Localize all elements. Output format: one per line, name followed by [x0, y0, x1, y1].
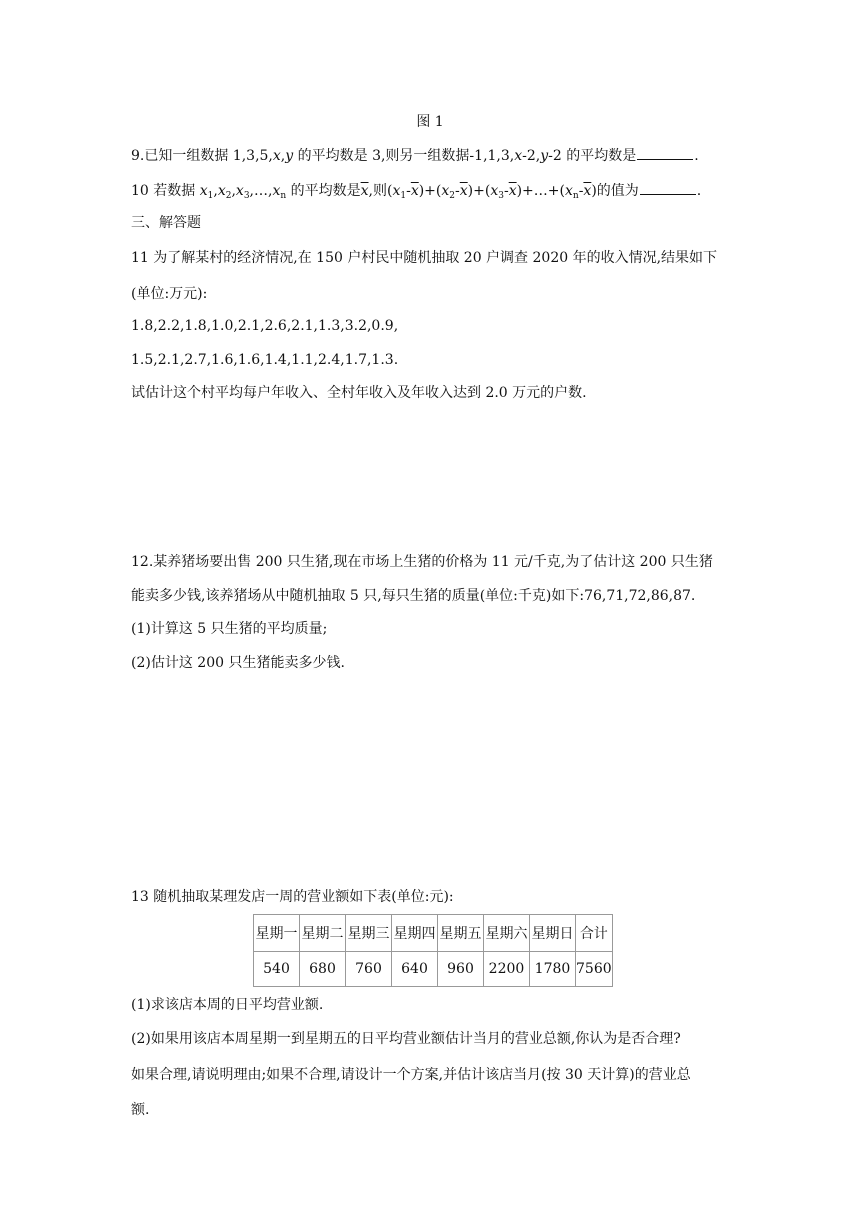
q10-sub: n — [280, 191, 287, 201]
q9-var-y2: y — [540, 148, 549, 164]
table-header-cell: 星期四 — [392, 915, 438, 952]
q10-text-a: 10 若数据 — [131, 183, 200, 199]
q9-var-x2: x — [514, 148, 523, 164]
table-cell: 2200 — [484, 952, 530, 987]
table-cell: 680 — [300, 952, 346, 987]
q10-text-b: 的平均数是 — [286, 183, 361, 199]
q10-mean: $\overline{x}$ — [583, 183, 592, 199]
q10-sub: 2 — [449, 191, 456, 201]
q10-sub: 2 — [225, 191, 232, 201]
q9-text-d: -2 的平均数是 — [548, 148, 637, 164]
q10-sub: 3 — [243, 191, 250, 201]
q12-line1: 12.某养猪场要出售 200 只生猪,现在市场上生猪的价格为 11 元/千克,为了估计这 200 只生猪 — [131, 554, 713, 570]
q10-var: x — [235, 183, 244, 199]
table-cell: 760 — [346, 952, 392, 987]
table-header-cell: 星期三 — [346, 915, 392, 952]
table-header-cell: 星期二 — [300, 915, 346, 952]
q10-var: x — [392, 183, 401, 199]
q10-var: x — [217, 183, 226, 199]
q10-text-c: ,则( — [368, 183, 393, 199]
table-cell: 960 — [438, 952, 484, 987]
q10-var: x — [564, 183, 573, 199]
q9-var-y: y — [285, 148, 294, 164]
q10-var: x — [199, 183, 208, 199]
table-header-cell: 星期一 — [254, 915, 300, 952]
q13-part1: (1)求该店本周的日平均营业额. — [131, 997, 324, 1013]
section-heading: 三、解答题 — [131, 215, 201, 231]
q10-var: x — [490, 183, 499, 199]
table-header-cell: 星期五 — [438, 915, 484, 952]
q12-part1: (1)计算这 5 只生猪的平均质量; — [131, 621, 328, 637]
table-cell: 540 — [254, 952, 300, 987]
q11-data2: 1.5,2.1,2.7,1.6,1.6,1.4,1.1,2.4,1.7,1.3. — [131, 352, 399, 368]
q11-data1: 1.8,2.2,1.8,1.0,2.1,2.6,2.1,1.3,3.2,0.9, — [131, 318, 399, 334]
q10-var: x — [272, 183, 281, 199]
q10-sub: 3 — [498, 191, 504, 201]
table-row — [254, 952, 613, 987]
q11-line2: (单位:万元): — [131, 286, 208, 302]
question-10: 10 若数据 $x_1,x_2,x_3,\dots,x_n$ 的平均数是$\overline{x}$,则$(x_1-\overline{x})+(x_2-\overline{x})+(x_3-\overline{x})+\dots+(x_n-\overline{x})$的值为 . — [131, 180, 701, 201]
q9-text-b: 的平均数是 3,则另一组数据-1,1,3, — [293, 148, 515, 164]
q13-part2-line1: (2)如果用该店本周星期一到星期五的日平均营业额估计当月的营业总额,你认为是否合理? — [131, 1031, 681, 1047]
q10-answer-blank[interactable] — [640, 180, 696, 195]
table-cell: 7560 — [576, 952, 613, 987]
q10-sub: n — [572, 191, 579, 201]
table-header-cell: 星期六 — [484, 915, 530, 952]
q9-text-c: -2, — [522, 148, 541, 164]
q9-answer-blank[interactable] — [637, 145, 693, 160]
q10-mean: $\overline{x}$ — [360, 183, 369, 199]
table-header-row — [254, 915, 613, 952]
figure-caption: 图 1 — [416, 114, 444, 130]
q9-comma: , — [280, 148, 286, 164]
q11-line1: 11 为了解某村的经济情况,在 150 户村民中随机抽取 20 户调查 2020 年的收入情况,结果如下 — [131, 250, 718, 266]
q11-line3: 试估计这个村平均每户年收入、全村年收入及年收入达到 2.0 万元的户数. — [131, 385, 587, 401]
q10-var: x — [441, 183, 450, 199]
q10-sub: 1 — [207, 191, 214, 201]
table-cell: 1780 — [530, 952, 576, 987]
q9-text-a: 9.已知一组数据 1,3,5, — [131, 148, 273, 164]
q13-part2-line2: 如果合理,请说明理由;如果不合理,请设计一个方案,并估计该店当月(按 30 天计算)的营业总 — [131, 1067, 691, 1083]
q10-mean: $\overline{x}$ — [410, 183, 419, 199]
table-header-cell: 星期日 — [530, 915, 576, 952]
q12-part2: (2)估计这 200 只生猪能卖多少钱. — [131, 655, 345, 671]
q9-var-x: x — [272, 148, 281, 164]
q9-end: . — [694, 148, 699, 164]
question-9 — [131, 145, 699, 166]
q13-part2-line3: 额. — [131, 1102, 150, 1118]
q12-line2: 能卖多少钱,该养猪场从中随机抽取 5 只,每只生猪的质量(单位:千克)如下:76,71,72,86,87. — [131, 588, 696, 604]
table-cell: 640 — [392, 952, 438, 987]
table-header-cell: 合计 — [576, 915, 613, 952]
q10-mean: $\overline{x}$ — [459, 183, 468, 199]
sales-table — [253, 914, 613, 987]
q13-line1: 13 随机抽取某理发店一周的营业额如下表(单位:元): — [131, 889, 454, 905]
q10-tail: . — [696, 183, 702, 199]
q10-mean: $\overline{x}$ — [508, 183, 517, 199]
q10-text-end: 的值为 — [596, 183, 639, 199]
q10-sub: 1 — [400, 191, 407, 201]
